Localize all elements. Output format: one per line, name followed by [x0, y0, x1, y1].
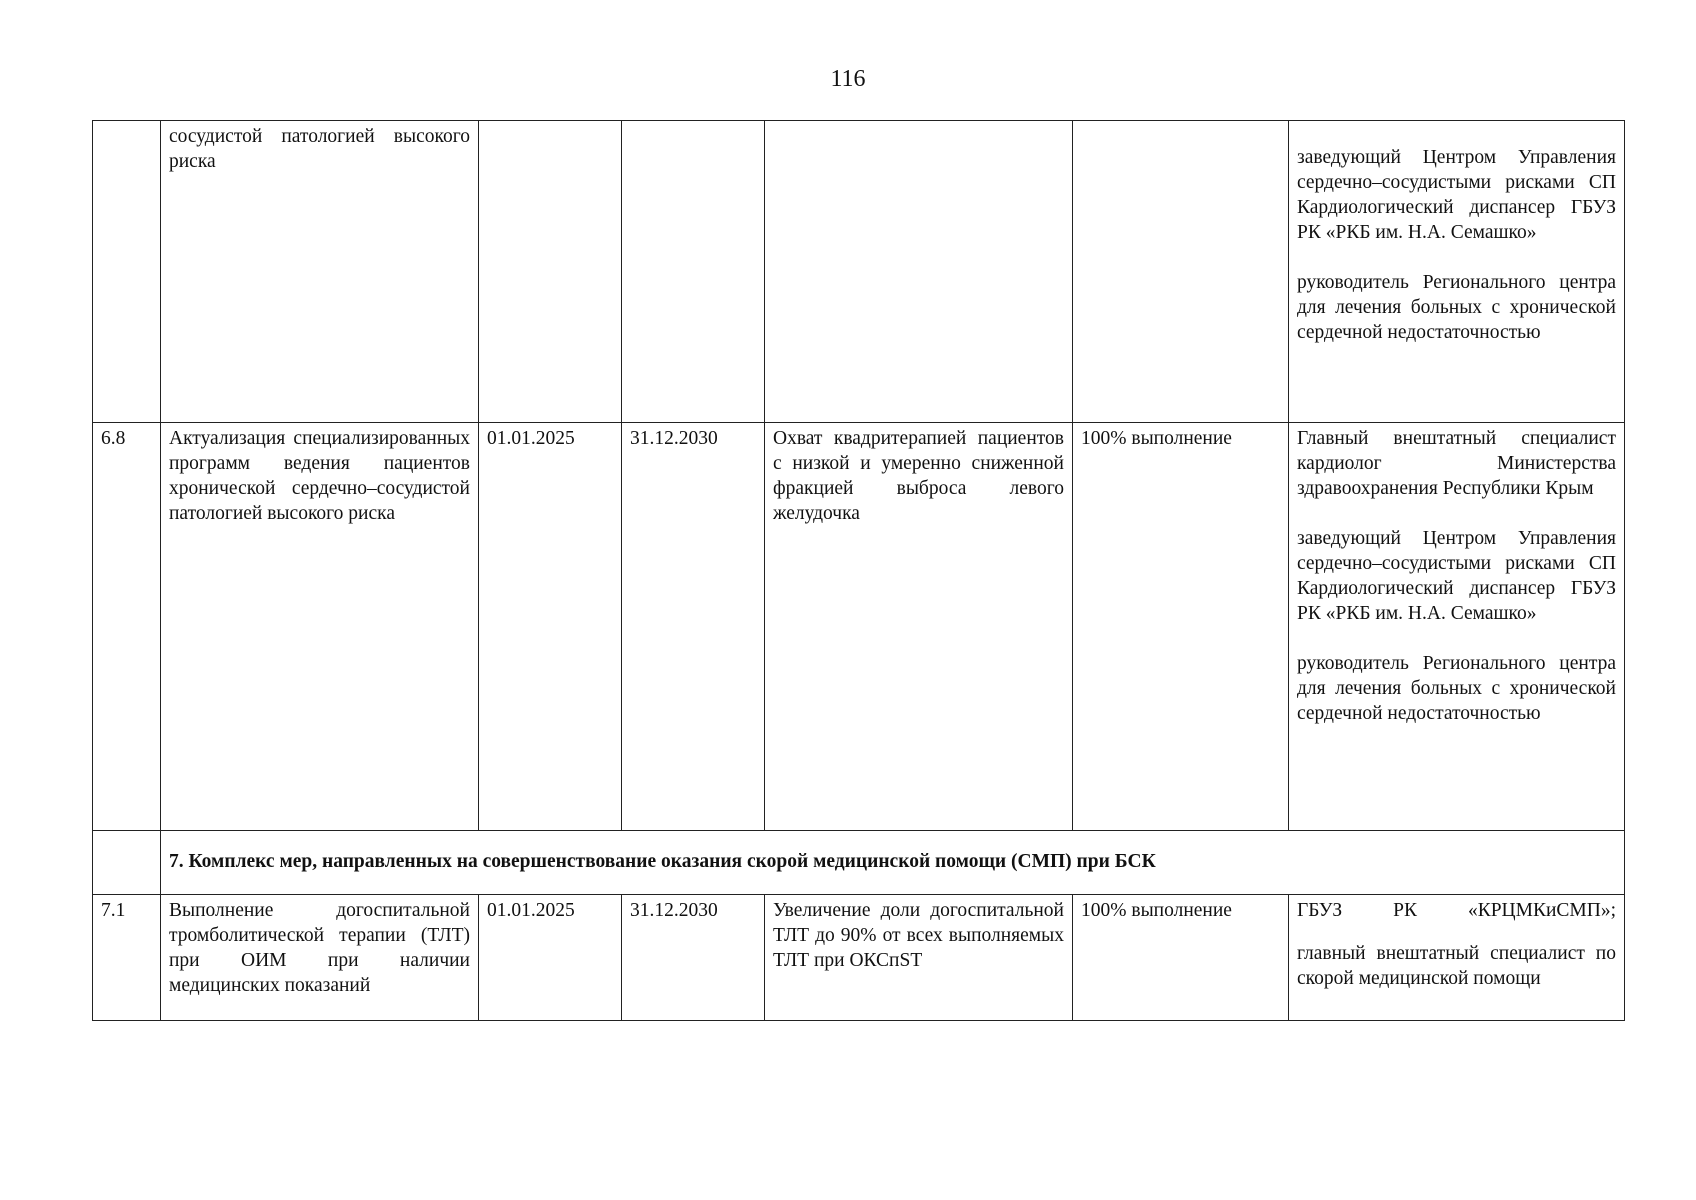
cell-activity: Актуализация специализированных программ ведения пациентов хронической сердечно–сосудистой патологией высокого риска [161, 423, 479, 831]
section-row-7 [93, 831, 1625, 895]
responsible-entry: Главный внештатный специалист кардиолог Министерства здравоохранения Республики Крым [1297, 428, 1616, 499]
responsible-entry: заведующий Центром Управления сердечно–сосудистыми рисками СП Кардиологический диспансер ГБУЗ РК «РКБ им. Н.А. Семашко» [1297, 528, 1616, 624]
responsible-entry: ГБУЗ РК «КРЦМКиСМП»; [1297, 900, 1616, 921]
cell-responsible [1289, 121, 1625, 423]
cell-num: 6.8 [93, 423, 161, 831]
cell-responsible [1289, 895, 1625, 1021]
page-number: 116 [830, 66, 866, 92]
cell-start [479, 121, 622, 423]
cell-indicator: Увеличение доли догоспитальной ТЛТ до 90% от всех выполняемых ТЛТ при ОКСпST [765, 895, 1073, 1021]
responsible-entry: руководитель Регионального центра для лечения больных с хронической сердечной недостаточностью [1297, 272, 1616, 343]
responsible-entry: руководитель Регионального центра для лечения больных с хронической сердечной недостаточностью [1297, 653, 1616, 724]
table-row-6-8 [93, 423, 1625, 831]
cell-responsible [1289, 423, 1625, 831]
table-row-7-1 [93, 895, 1625, 1021]
cell-activity: Выполнение догоспитальной тромболитической терапии (ТЛТ) при ОИМ при наличии медицинских показаний [161, 895, 479, 1021]
cell-result: 100% выполнение [1073, 895, 1289, 1021]
cell-end: 31.12.2030 [622, 423, 765, 831]
cell-result: 100% выполнение [1073, 423, 1289, 831]
cell-activity: сосудистой патологией высокого риска [161, 121, 479, 423]
cell-start: 01.01.2025 [479, 895, 622, 1021]
cell-start: 01.01.2025 [479, 423, 622, 831]
cell-end: 31.12.2030 [622, 895, 765, 1021]
table-row-continued [93, 121, 1625, 423]
cell-result [1073, 121, 1289, 423]
responsible-entry: заведующий Центром Управления сердечно–сосудистыми рисками СП Кардиологический диспансер ГБУЗ РК «РКБ им. Н.А. Семашко» [1297, 147, 1616, 243]
cell-end [622, 121, 765, 423]
cell-num [93, 121, 161, 423]
cell-num: 7.1 [93, 895, 161, 1021]
cell-num [93, 831, 161, 895]
cell-indicator [765, 121, 1073, 423]
responsible-entry: главный внештатный специалист по скорой медицинской помощи [1297, 943, 1616, 989]
section-title: 7. Комплекс мер, направленных на совершенствование оказания скорой медицинской помощи (СМП) при БСК [161, 831, 1625, 895]
cell-indicator: Охват квадритерапией пациентов с низкой и умеренно сниженной фракцией выброса левого желудочка [765, 423, 1073, 831]
plan-table [92, 120, 1625, 1021]
